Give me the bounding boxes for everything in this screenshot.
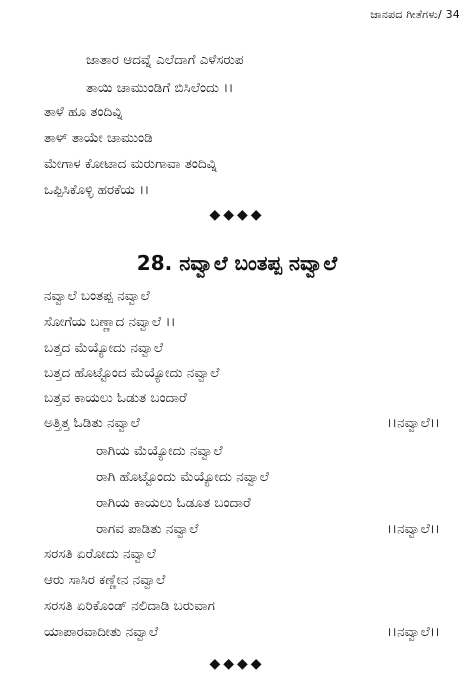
refrain-marker: ।।ನವ್ವಾಲೆ।। bbox=[386, 521, 440, 537]
verse-line: ರಾಗಿಯ ಕಾಯಲು ಓಡೂತ ಬಂದಾರೆ bbox=[96, 495, 251, 511]
verse-line: ತಾಯಿ ಚಾಮುಂಡಿಗೆ ಬಿಸಿಲೆಂದು ।। bbox=[86, 80, 234, 96]
refrain-marker: ।।ನವ್ವಾಲೆ।। bbox=[386, 624, 440, 640]
verse-line: ನವ್ವಾಲೆ ಬಂತಪ್ಪ ನವ್ವಾಲೆ bbox=[44, 288, 150, 304]
verse-line: ಮೇಗಾಳ ಕೋಟಾದ ಮರುಗಾವಾ ತಂದಿವ್ನಿ bbox=[44, 156, 218, 172]
verse-line: ಅತ್ತಿತ್ತ ಓಡಿತು ನವ್ವಾಲೆ bbox=[44, 415, 140, 431]
section-divider: ◆◆◆◆ bbox=[209, 207, 265, 223]
verse-line: ಬತ್ತದ ಹೊಟ್ಟೊಂದ ಮೆಯ್ಯೋದು ನವ್ವಾಲೆ bbox=[44, 365, 220, 381]
verse-line: ಒಪ್ಪಿಸಿಕೊಳ್ಳಿ ಹರಕೆಯ ।। bbox=[44, 182, 150, 198]
verse-line: ಸರಸತಿ ಏರಿಕೊಂಡ್ ನಲಿದಾಡಿ ಬರುವಾಗ bbox=[44, 598, 215, 614]
verse-line: ತಾಳೆ ಹೂ ತಂದಿವ್ನಿ bbox=[44, 104, 123, 120]
verse-line: ರಾಗವ ಪಾಡಿತು ನವ್ವಾಲೆ bbox=[96, 521, 199, 537]
verse-line: ಬತ್ತವ ಕಾಯಲು ಓಡುತ ಬಂದಾರೆ bbox=[44, 390, 187, 406]
verse-line: ಬತ್ತದ ಮೆಯ್ಯೋದು ನವ್ವಾಲೆ bbox=[44, 340, 163, 356]
verse-line: ಸರಸತಿ ಏರೋದು ನವ್ವಾಲೆ bbox=[44, 546, 156, 562]
verse-line: ರಾಗಿ ಹೊಟ್ಟೊಂದು ಮೆಯ್ಯೋದು ನವ್ವಾಲೆ bbox=[96, 469, 269, 485]
verse-line: ಯಾಪಾರವಾದೀತು ನವ್ವಾಲೆ bbox=[44, 624, 159, 640]
verse-line: ತಾಳ್ ತಾಯೇ ಚಾಮುಂಡಿ bbox=[44, 130, 153, 146]
verse-line: ರಾಗಿಯ ಮೆಯ್ಯೋದು ನವ್ವಾಲೆ bbox=[96, 443, 223, 459]
song-title: 28. ನವ್ವಾಲೆ ಬಂತಪ್ಪ ನವ್ವಾಲೆ bbox=[136, 251, 338, 275]
verse-line: ಸೋಗೆಯ ಬಣ್ಣಾದ ನವ್ವಾಲೆ ।। bbox=[44, 314, 176, 330]
verse-line: ಆರು ಸಾಸಿರ ಕಣ್ಣೇನ ನವ್ವಾಲೆ bbox=[44, 572, 166, 588]
verse-line: ಜಾತಾರ ಆದವ್ನೆ ಎಲೆದಾಗೆ ಎಳೆಸರುಪ bbox=[86, 52, 244, 68]
refrain-marker: ।।ನವ್ವಾಲೆ।। bbox=[386, 415, 440, 431]
section-divider: ◆◆◆◆ bbox=[209, 656, 265, 672]
running-header: ಜಾನಪದ ಗೀತೆಗಳು/ 34 bbox=[370, 8, 460, 21]
